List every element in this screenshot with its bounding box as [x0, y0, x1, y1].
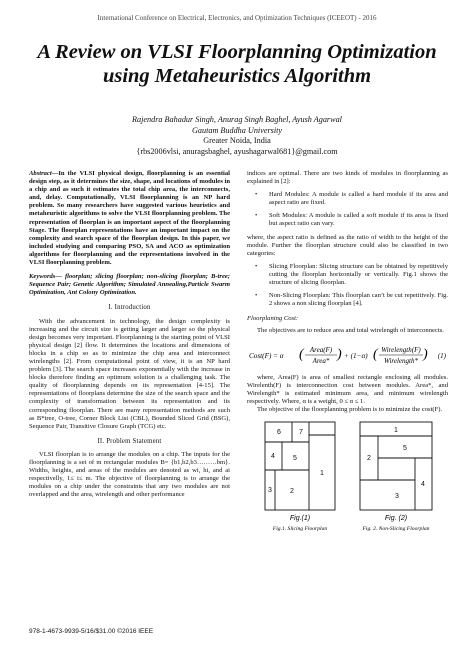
section-heading-introduction: I. Introduction [108, 304, 151, 312]
list-item-slicing [247, 263, 448, 287]
fig1-block-label: 4 [271, 452, 275, 460]
fig2-block-label: 2 [367, 454, 371, 462]
bullet-text: Soft Modules: A module is called a soft module if its area is fixed but aspect ratio can vary. [269, 212, 448, 228]
keywords [29, 273, 230, 297]
fig1-title: Fig.(1) [289, 514, 311, 522]
keywords-text: floorplan; slicing floorplan; non-slicing floorplan; B-tree; Sequence Pair; Genetic Algorithm; Simulated Annealing,Particle Swarm Optimization, Ant Colony Optimization. [29, 273, 230, 297]
eq-term2-num: Wirelength(F) [381, 345, 421, 354]
figures [247, 420, 448, 532]
fig2-title: Fig. (2) [384, 514, 408, 522]
paren-icon: ) [337, 346, 342, 362]
problem-paragraph: VLSI floorplan is to arrange the modules on a chip. The inputs for the floorplanning is a set of m rectangular modules B= {b1,b2,b3………bm}. Widths, heights, and areas of the modules are denoted as wi, hi, and ai respectivelly, 1≤ i≤ m. The objective of floorplanning is to arrange the modules on a chip under the constraints that any two modules are not overlapped and the area, wirelength and other performance [29, 450, 230, 499]
eq-term1-den: Area* [312, 356, 330, 365]
abstract-text: —In the VLSI physical design, floorplanning is an essential design step, as it determines the size, shape, and locations of modules in a chip and as such it estimates the total chip area, the interconnects, and, delay. Computationally, VLSI floorplanning is an NP hard problem. So many researchers have suggested various heuristics and metaheuristic algorithms to solve the VLSI floorplanning problem. The representation of floorplan is an important aspect of the floorplanning Stage. The floorplan representations have an important impact on the complexity and search space of the floorplan design. In this paper, we included studying and comparing PSO, SA and ACO as optimization algorithms for floorplanning and the representations involved in the VLSI floorplanning problem. [29, 170, 230, 267]
title-line-1: A Review on VLSI Floorplanning Optimization [37, 41, 437, 63]
fig2-caption: Fig. 2. Non-Slicing Floorplan [362, 525, 430, 532]
cost-equation [247, 340, 448, 370]
eq-term2-den: Wirelength* [384, 356, 418, 365]
intro-paragraph: With the advancement in technology, the design complexity is increasing and the circuit size is getting larger and larger so the physical design becomes very important. Floorplanning is the starting point of VLSI physical design [2] flow. It determines the locations and dimensions of blocks in a chip so as to minimize the chip area and interconnect wirelengths [2]. From computational point of view, it is an NP hard problem [3]. The search space increases exponentially with the increase in blocks therefore finding an optimum solution is a challenging task. The quality of floorplanning depends on its representation [4-15]. The representations of floorplans determine the size of the search space and the complexity of transformation between its representation and its corresponding floorplan. There are many representation methods are such as B*tree, O-tree, Corner Block List (CBL), Bounded Sliced Grid (BSG), Sequence Pair, Transitive Closure Graph (TCG) etc. [29, 317, 230, 430]
copyright-footer: 978-1-4673-9939-5/16/$31.00 ©2016 IEEE [29, 628, 154, 635]
fig1-labels [268, 429, 324, 495]
eq-lhs: Cost(F) = α [249, 351, 284, 360]
abstract [29, 170, 230, 267]
fig2-block-label: 1 [394, 426, 398, 434]
emails: {rbs2006vlsi, anuragsbaghel, ayushagarwal681}@gmail.com [136, 146, 338, 156]
paren-icon: ( [299, 346, 304, 362]
objectives-paragraph: The objectives are to reduce area and total wirelength of interconnects. [257, 327, 444, 335]
paper-title [20, 40, 454, 88]
bullet-icon: • [255, 262, 258, 270]
author-block [0, 115, 474, 157]
keywords-label: Keywords— [29, 273, 62, 281]
list-item-non-slicing [247, 292, 448, 308]
fig1-block-label: 6 [277, 428, 281, 436]
equation-number: (1) [437, 351, 446, 360]
list-item-hard-module [247, 191, 448, 207]
paren-icon: ( [373, 346, 378, 362]
fig2-block-label: 3 [395, 492, 399, 500]
title-line-2: using Metaheuristics Algorithm [102, 65, 372, 87]
left-column [29, 170, 230, 499]
paren-icon: ) [423, 346, 428, 362]
abstract-label: Abstract [29, 170, 52, 177]
section-heading-problem: II. Problem Statement [97, 437, 162, 445]
bullet-text: Slicing Floorplan: Slicing structure can be obtained by repetitively cutting the floorplan horizontally or vertically. Fig.1 shows the structure of slicing floorplan. [269, 262, 448, 287]
eq-term1-num: Area(F) [309, 345, 333, 354]
fig2-labels [367, 427, 425, 500]
author-names: Rajendra Bahadur Singh, Anurag Singh Baghel, Ayush Agarwal [132, 115, 342, 124]
fig1-caption: Fig.1. Slicing Floorplan [272, 525, 328, 532]
floorplanning-cost-heading: Floorplaning Cost: [247, 315, 299, 323]
fig2-block-label: 5 [403, 444, 407, 452]
affiliation: Gautam Buddha University [191, 125, 283, 135]
conference-header: International Conference on Electrical, Electronics, and Optimization Techniques (ICEEOT) - 2016 [97, 14, 377, 22]
list-item-soft-module [247, 212, 448, 228]
bullet-text: Hard Modules: A module is called a hard module if its area and aspect ratio are fixed. [269, 191, 448, 207]
bullet-icon: • [255, 292, 258, 300]
fig1-block-label: 1 [320, 469, 324, 477]
floorplan-figures [247, 420, 448, 532]
eq-mid: + (1−α) [344, 351, 368, 360]
aspect-ratio-paragraph: where, the aspect ratio is defined as the ratio of width to the height of the module. Further the floorplan structure could also be classified in two categories: [247, 233, 448, 257]
fig2-block-label: 4 [421, 480, 425, 488]
fig1-block-label: 5 [293, 454, 297, 462]
modules-intro: indices are optimal. There are two kinds of modules in floorplanning as explained in [2]: [247, 170, 448, 186]
right-column [247, 170, 448, 532]
equation-svg [247, 340, 448, 370]
bullet-icon: • [255, 212, 258, 220]
cost-definition-paragraph: where, Area(F) is area of smallest rectangle enclosing all modules. Wirelenth(F) is interconnection cost between modules. Area*, and Wirelength* is estimated minimum area, and minimum wirelength respectively. Where, α is a weight, 0 ≤ α ≤ 1. [247, 373, 448, 405]
bullet-icon: • [255, 191, 258, 199]
objective-paragraph: The objective of the floorplanning problem is to minimize the cost(F). [257, 405, 443, 413]
fig1-block-label: 3 [268, 486, 272, 494]
fig1-block-label: 7 [299, 428, 303, 436]
bullet-text: Non-Slicing Floorplan: This floorplan can’t be cut repetitively. Fig. 2 shows a non slicing floorplan [4]. [269, 292, 448, 308]
fig1-block-label: 2 [290, 487, 294, 495]
location: Greater Noida, India [203, 136, 271, 145]
